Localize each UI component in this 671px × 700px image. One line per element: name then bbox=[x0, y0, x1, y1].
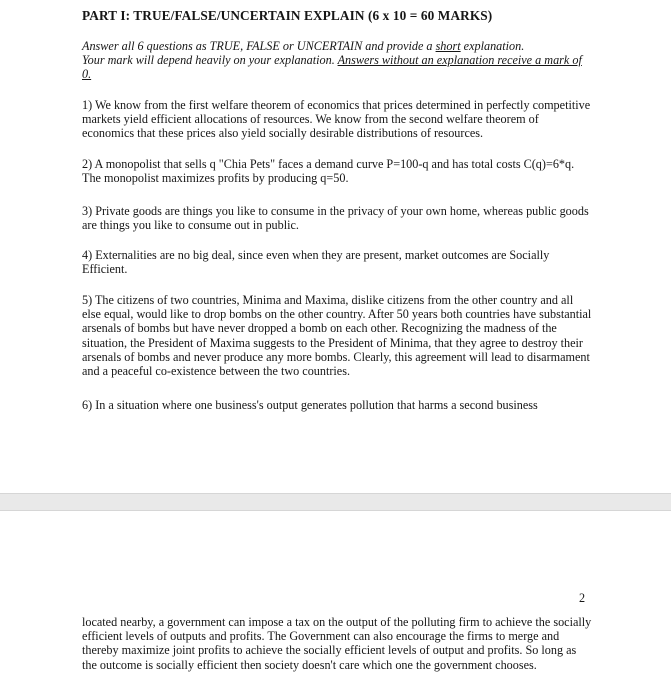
question-2: 2) A monopolist that sells q "Chia Pets" faces a demand curve P=100-q and has total costs C(q)=6*q. The monopolist maximizes profits by producing q=50. bbox=[82, 157, 575, 186]
question-6-continuation: located nearby, a government can impose a tax on the output of the polluting firm to achieve the socially efficient levels of outputs and profits. The Government can also encourage the firms to merge and thereby maximize joint profits to achieve the socially efficient levels of output and profits. So long as the outcome is socially efficient then society doesn't care which one the government chooses. bbox=[82, 615, 592, 672]
question-4: 4) Externalities are no big deal, since even when they are present, market outcomes are Socially Efficient. bbox=[82, 248, 550, 277]
instructions-line-1-pre: Answer all 6 questions as TRUE, FALSE or UNCERTAIN and provide a bbox=[82, 39, 436, 53]
instructions-zero-mark-warning: Answers without an explanation receive a mark of 0. bbox=[82, 53, 582, 82]
question-5: 5) The citizens of two countries, Minima and Maxima, dislike citizens from the other country and all else equal, would like to drop bombs on the other country. After 50 years both countries have substantial arsenals of bombs but have never dropped a bomb on each other. Recognizing the madness of the situation, the President of Maxima suggests to the President of Minima, that they agree to destroy their arsenals of bombs and never produce any more bombs. Clearly, this agreement will lead to disarmament and a peaceful co-existence between the two countries. bbox=[82, 293, 592, 379]
instructions-line-2 bbox=[82, 53, 590, 81]
question-1: 1) We know from the first welfare theorem of economics that prices determined in perfectly competitive markets yield efficient allocations of resources. We know from the second welfare theorem of economics that these prices also yield socially desirable distributions of resources. bbox=[82, 98, 591, 141]
exam-page-bottom bbox=[0, 510, 671, 700]
instructions bbox=[82, 39, 590, 82]
instructions-line-2-pre: Your mark will depend heavily on your explanation. bbox=[82, 53, 338, 68]
instructions-short-word: short bbox=[435, 39, 461, 53]
page-number: 2 bbox=[579, 591, 586, 605]
question-3: 3) Private goods are things you like to consume in the privacy of your own home, whereas public goods are things you like to consume out in public. bbox=[82, 204, 589, 233]
question-6-start: 6) In a situation where one business's output generates pollution that harms a second business bbox=[82, 398, 538, 412]
section-heading: PART I: TRUE/FALSE/UNCERTAIN EXPLAIN (6 x 10 = 60 MARKS) bbox=[82, 8, 493, 23]
instructions-line-1-post: explanation. bbox=[460, 39, 525, 53]
instructions-line-1 bbox=[82, 39, 590, 53]
